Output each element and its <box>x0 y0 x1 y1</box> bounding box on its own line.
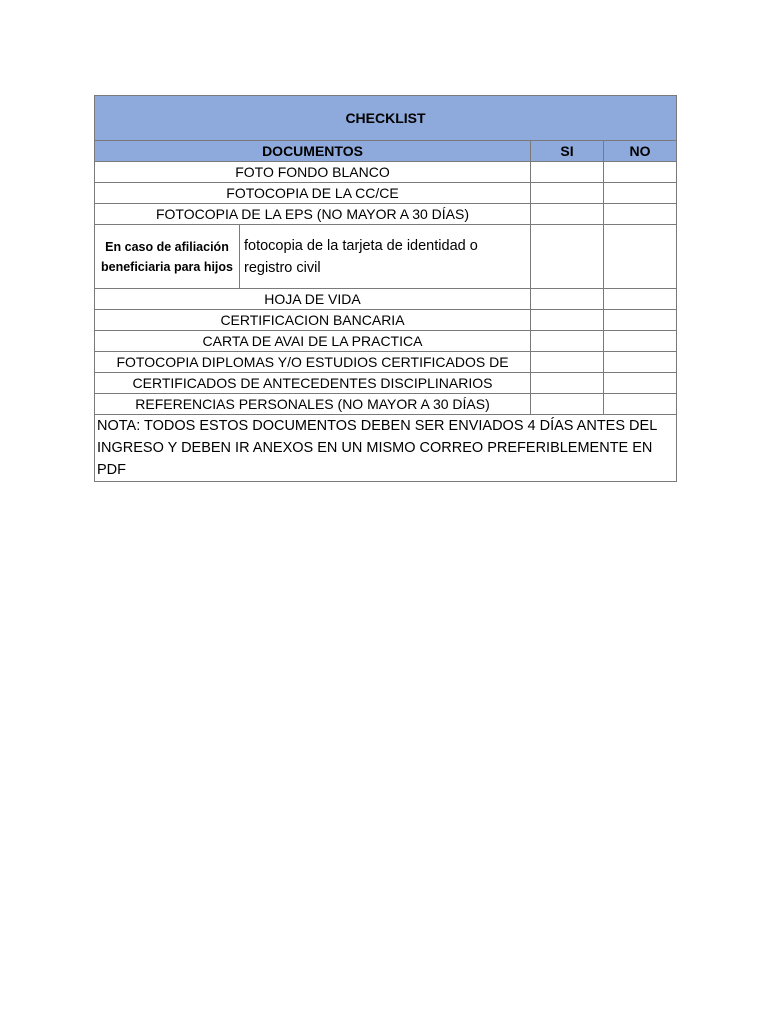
document-name: HOJA DE VIDA <box>95 289 531 310</box>
checklist-row <box>95 331 677 352</box>
checklist-row <box>95 373 677 394</box>
document-name: FOTOCOPIA DE LA EPS (NO MAYOR A 30 DÍAS) <box>95 204 531 225</box>
no-cell[interactable] <box>604 394 677 415</box>
yes-cell[interactable] <box>531 204 604 225</box>
checklist-row-special <box>95 225 677 289</box>
no-cell[interactable] <box>604 289 677 310</box>
note-text: NOTA: TODOS ESTOS DOCUMENTOS DEBEN SER ENVIADOS 4 DÍAS ANTES DEL INGRESO Y DEBEN IR ANEXOS EN UN MISMO CORREO PREFERIBLEMENTE EN PDF <box>95 415 677 482</box>
no-cell[interactable] <box>604 352 677 373</box>
checklist-row <box>95 394 677 415</box>
no-cell[interactable] <box>604 225 677 289</box>
yes-cell[interactable] <box>531 352 604 373</box>
checklist-row <box>95 289 677 310</box>
no-cell[interactable] <box>604 373 677 394</box>
no-cell[interactable] <box>604 331 677 352</box>
no-cell[interactable] <box>604 204 677 225</box>
special-condition-label: En caso de afiliación beneficiaria para hijos <box>95 225 240 289</box>
document-name: FOTOCOPIA DIPLOMAS Y/O ESTUDIOS CERTIFICADOS DE <box>95 352 531 373</box>
checklist-title: CHECKLIST <box>95 96 677 141</box>
yes-cell[interactable] <box>531 310 604 331</box>
document-name: CERTIFICACION BANCARIA <box>95 310 531 331</box>
no-cell[interactable] <box>604 183 677 204</box>
checklist-row <box>95 162 677 183</box>
checklist-table <box>94 95 677 482</box>
checklist-row <box>95 204 677 225</box>
special-document-name: fotocopia de la tarjeta de identidad o registro civil <box>240 225 531 289</box>
document-name: CERTIFICADOS DE ANTECEDENTES DISCIPLINARIOS <box>95 373 531 394</box>
checklist-row <box>95 310 677 331</box>
checklist-row <box>95 183 677 204</box>
yes-cell[interactable] <box>531 394 604 415</box>
yes-cell[interactable] <box>531 289 604 310</box>
document-name: FOTOCOPIA DE LA CC/CE <box>95 183 531 204</box>
no-header: NO <box>604 141 677 162</box>
yes-header: SI <box>531 141 604 162</box>
no-cell[interactable] <box>604 162 677 183</box>
documents-header: DOCUMENTOS <box>95 141 531 162</box>
document-name: FOTO FONDO BLANCO <box>95 162 531 183</box>
no-cell[interactable] <box>604 310 677 331</box>
checklist-row <box>95 352 677 373</box>
document-name: REFERENCIAS PERSONALES (NO MAYOR A 30 DÍAS) <box>95 394 531 415</box>
yes-cell[interactable] <box>531 373 604 394</box>
yes-cell[interactable] <box>531 183 604 204</box>
yes-cell[interactable] <box>531 331 604 352</box>
yes-cell[interactable] <box>531 162 604 183</box>
document-name: CARTA DE AVAI DE LA PRACTICA <box>95 331 531 352</box>
yes-cell[interactable] <box>531 225 604 289</box>
